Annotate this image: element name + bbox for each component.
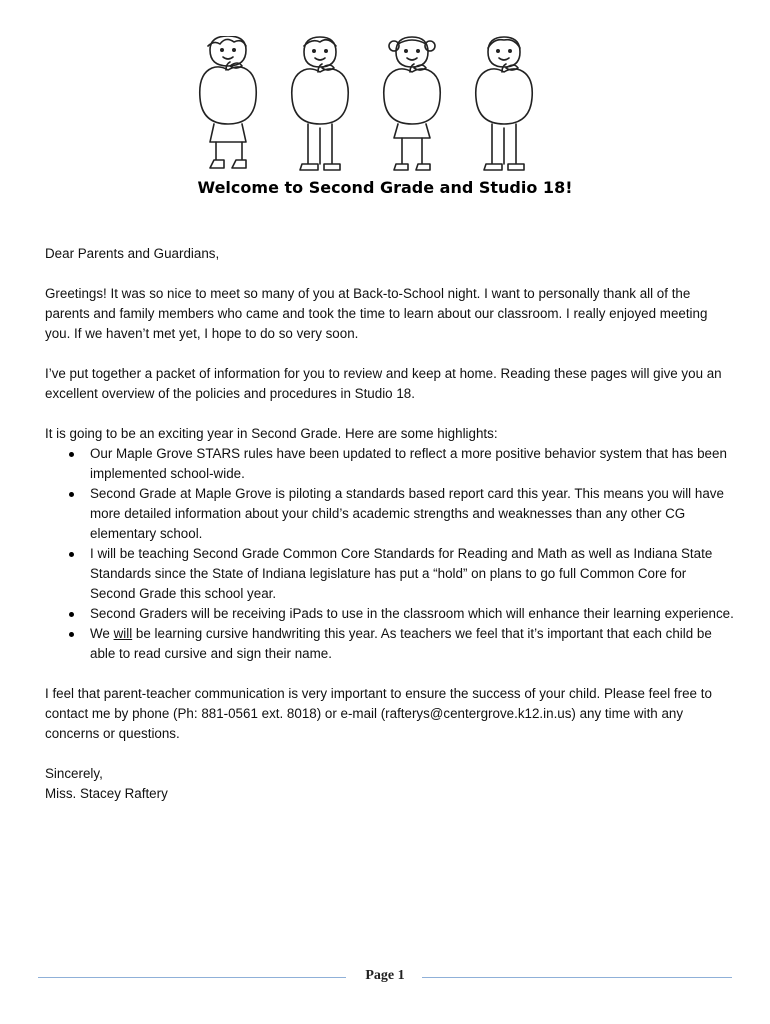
closing: Sincerely, — [45, 766, 103, 781]
paragraph-greetings: Greetings! It was so nice to meet so many of you at Back-to-School night. I want to personally thank all of the parents and family members who came and took the time to learn about our classroom. I really enjoyed meeting you. If we haven’t met yet, I hope to do so very soon. — [45, 286, 708, 341]
bullet-icon — [69, 492, 74, 497]
paragraph-packet: I’ve put together a packet of information for you to review and keep at home. Reading these pages will give you an excellent overview of the policies and procedures in Studio 18. — [45, 366, 722, 401]
page-footer — [38, 966, 732, 990]
list-item — [90, 484, 735, 544]
emphasis-will: will — [113, 626, 133, 641]
list-item-text: I will be teaching Second Grade Common Core Standards for Reading and Math as well as Indiana State Standards since the State of Indiana legislature has put a “hold” on plans to go full Common Core for Second Grade this school year. — [90, 546, 713, 601]
child-figure — [200, 36, 257, 168]
list-item — [90, 444, 735, 484]
list-item — [90, 604, 735, 624]
list-item-text: Second Grade at Maple Grove is piloting a standards based report card this year. This means you will have more detailed information about your child’s academic strengths and weaknesses than any other CG elementary school. — [90, 486, 724, 541]
children-with-apples-illustration — [180, 36, 560, 176]
highlights-list — [45, 444, 735, 664]
page-number: Page 1 — [365, 968, 405, 983]
signature-block — [45, 764, 735, 804]
child-figure — [384, 37, 441, 170]
list-item-text: Second Graders will be receiving iPads to use in the classroom which will enhance their learning experience. — [90, 606, 734, 621]
page-title: Welcome to Second Grade and Studio 18! — [197, 178, 573, 197]
bullet-icon — [69, 632, 74, 637]
letter-body — [45, 244, 735, 804]
list-item-text-post: be learning cursive handwriting this year. As teachers we feel that it’s important that each child be able to read cursive and sign their name. — [90, 626, 712, 661]
highlights-intro: It is going to be an exciting year in Second Grade. Here are some highlights: — [45, 426, 498, 441]
list-item-text: Our Maple Grove STARS rules have been updated to reflect a more positive behavior system that has been implemented school-wide. — [90, 446, 727, 481]
bullet-icon — [69, 452, 74, 457]
paragraph-contact: I feel that parent-teacher communication is very important to ensure the success of your child. Please feel free to contact me by phone (Ph: 881-0561 ext. 8018) or e-mail (rafterys@centergrove.k12.in.us) any time with any concerns or questions. — [45, 686, 712, 741]
list-item — [90, 624, 735, 664]
child-figure — [292, 37, 349, 170]
child-figure — [476, 37, 533, 170]
signature-name: Miss. Stacey Raftery — [45, 786, 168, 801]
list-item-text-pre: We — [90, 626, 114, 641]
footer-divider-right — [422, 977, 732, 978]
bullet-icon — [69, 612, 74, 617]
list-item — [90, 544, 735, 604]
bullet-icon — [69, 552, 74, 557]
salutation: Dear Parents and Guardians, — [45, 246, 220, 261]
